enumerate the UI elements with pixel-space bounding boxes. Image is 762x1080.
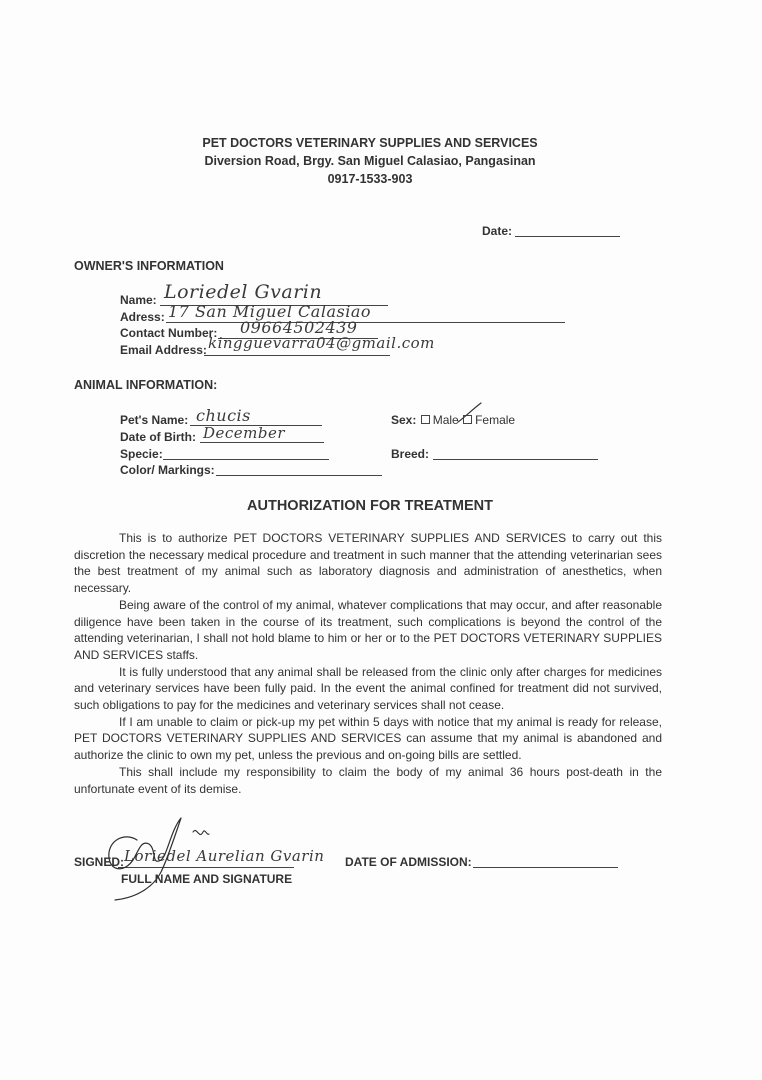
- signed-name-value: Loriedel Aurelian Gvarin: [124, 847, 325, 865]
- sex-field: [391, 413, 515, 427]
- authorization-paragraph: If I am unable to claim or pick-up my pet within 5 days with notice that my animal is ready for release, PET DOCTORS VETERINARY SUPPLIES AND SERVICES can assume that my animal is abandoned and authorize the clinic to own my pet, unless the previous and on-going bills are settled.: [74, 714, 662, 763]
- owner-address-label: Adress:: [120, 310, 165, 324]
- female-option-label: Female: [475, 413, 516, 427]
- male-option-label: Male: [432, 413, 459, 427]
- signed-label: SIGNED:: [74, 855, 125, 869]
- date-of-admission-label: DATE OF ADMISSION:: [345, 855, 472, 869]
- owner-email-field[interactable]: [204, 355, 390, 356]
- dob-field[interactable]: [200, 442, 324, 443]
- date-of-admission-field[interactable]: [473, 867, 618, 868]
- date-field[interactable]: [515, 236, 620, 237]
- breed-field[interactable]: [433, 459, 598, 460]
- dob-value: December: [203, 424, 286, 442]
- owner-name-value: Loriedel Gvarin: [164, 281, 323, 303]
- owner-address-field[interactable]: [166, 322, 565, 323]
- authorization-paragraph: Being aware of the control of my animal, whatever complications that may occur, and after reasonable diligence have been taken in the course of its treatment, such complications is beyond the control of the attending veterinarian, I shall not hold blame to him or her or to the PET DOCTORS VETERINARY SUPPLIES AND SERVICES staffs.: [74, 597, 662, 662]
- pet-name-label: Pet's Name:: [120, 413, 189, 427]
- authorization-title: AUTHORIZATION FOR TREATMENT: [247, 498, 493, 514]
- business-phone: 0917-1533-903: [327, 172, 413, 186]
- owner-email-label: Email Address:: [120, 343, 207, 357]
- pet-name-value: chucis: [196, 406, 251, 425]
- female-checkmark-icon: [455, 401, 485, 429]
- authorization-body: [74, 530, 662, 797]
- date-label: Date:: [482, 224, 513, 238]
- business-address: Diversion Road, Brgy. San Miguel Calasiao, Pangasinan: [204, 154, 536, 168]
- male-checkbox[interactable]: [421, 415, 430, 424]
- owner-contact-label: Contact Number:: [120, 326, 218, 340]
- owner-address-value: 17 San Miguel Calasiao: [168, 302, 371, 321]
- specie-field[interactable]: [163, 459, 329, 460]
- authorization-paragraph: It is fully understood that any animal shall be released from the clinic only after charges for medicines and veterinary services have been fully paid. In the event the animal confined for treatment did not survived, such obligations to pay for the medicines and veterinary services shall not cease.: [74, 664, 662, 713]
- signature-caption: FULL NAME AND SIGNATURE: [121, 872, 293, 886]
- signature-scribble-icon: [95, 810, 225, 910]
- owner-name-label: Name:: [120, 293, 157, 307]
- authorization-paragraph: This is to authorize PET DOCTORS VETERINARY SUPPLIES AND SERVICES to carry out this discretion the necessary medical procedure and treatment in such manner that the attending veterinarian sees the best treatment of my animal such as laboratory diagnosis and administration of anesthetics, when necessary.: [74, 531, 662, 596]
- sex-label: Sex:: [391, 413, 417, 427]
- animal-section-title: ANIMAL INFORMATION:: [74, 378, 218, 392]
- dob-label: Date of Birth:: [120, 430, 196, 444]
- authorization-paragraph: This shall include my responsibility to claim the body of my animal 36 hours post-death in the unfortunate event of its demise.: [74, 764, 662, 796]
- breed-label: Breed:: [391, 447, 430, 461]
- color-markings-field[interactable]: [216, 475, 382, 476]
- owner-email-value: kingguevarra04@gmail.com: [208, 334, 435, 352]
- owner-contact-value: 09664502439: [240, 318, 358, 337]
- color-markings-label: Color/ Markings:: [120, 463, 215, 477]
- specie-label: Specie:: [120, 447, 163, 461]
- owner-section-title: OWNER'S INFORMATION: [74, 259, 224, 273]
- business-name: PET DOCTORS VETERINARY SUPPLIES AND SERVICES: [202, 136, 538, 150]
